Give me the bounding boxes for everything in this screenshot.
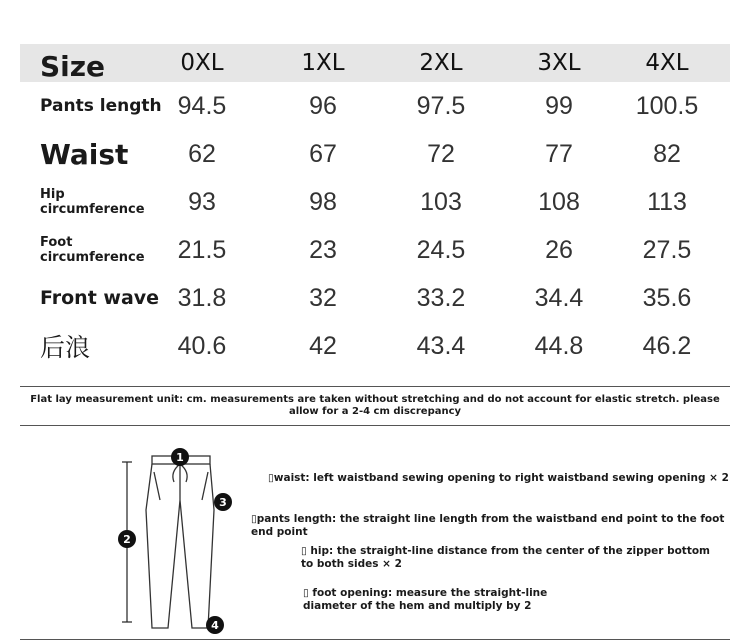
size-header-row <box>20 44 730 82</box>
waist-row <box>20 130 730 178</box>
table-cell: 33.2 <box>416 283 466 312</box>
divider <box>20 639 730 640</box>
table-cell: 96 <box>309 91 337 120</box>
table-cell: 27.5 <box>642 235 692 264</box>
pants-diagram <box>110 440 260 640</box>
table-cell: 72 <box>427 139 455 168</box>
row-label: 后浪 <box>40 333 91 362</box>
table-cell: 77 <box>545 139 573 168</box>
table-cell: 97.5 <box>416 91 466 120</box>
marker-4 <box>206 616 224 634</box>
table-cell: 26 <box>545 235 573 264</box>
size-chart-table <box>20 44 730 370</box>
pants-outline <box>146 456 214 628</box>
size-0xl-header: 0XL <box>180 50 224 76</box>
table-cell: 98 <box>309 187 337 216</box>
marker-3 <box>214 493 232 511</box>
size-4xl-header: 4XL <box>645 50 689 76</box>
marker-2-text: 2 <box>123 533 131 546</box>
foot-row <box>20 226 730 274</box>
marker-3-text: 3 <box>219 496 227 509</box>
table-cell: 32 <box>309 283 337 312</box>
row-label: Pants length <box>40 96 162 116</box>
table-cell: 46.2 <box>642 331 692 360</box>
table-cell: 42 <box>309 331 337 360</box>
table-cell: 62 <box>188 139 216 168</box>
table-cell: 40.6 <box>177 331 227 360</box>
hip-row <box>20 178 730 226</box>
table-cell: 82 <box>653 139 681 168</box>
table-cell: 99 <box>545 91 573 120</box>
size-1xl-header: 1XL <box>301 50 345 76</box>
row-label: Front wave <box>40 287 160 309</box>
marker-1-text: 1 <box>176 451 184 464</box>
row-label: Waist <box>40 137 129 171</box>
table-cell: 24.5 <box>416 235 466 264</box>
measurement-note: Flat lay measurement unit: cm. measurements are taken without stretching and do not account for elastic stretch. please allow for a 2-4 cm discrepancy <box>20 386 730 426</box>
size-header-label: Size <box>40 49 106 83</box>
table-cell: 43.4 <box>416 331 466 360</box>
table-cell: 103 <box>420 187 462 216</box>
table-cell: 35.6 <box>642 283 692 312</box>
row-label: Foot circumference <box>40 235 145 265</box>
table-cell: 94.5 <box>177 91 227 120</box>
foot-opening-description: ▯ foot opening: measure the straight-line diameter of the hem and multiply by 2 <box>303 587 548 612</box>
table-cell: 67 <box>309 139 337 168</box>
table-cell: 93 <box>188 187 216 216</box>
table-cell: 100.5 <box>635 91 699 120</box>
pants-length-row <box>20 82 730 130</box>
table-cell: 21.5 <box>177 235 227 264</box>
table-cell: 31.8 <box>177 283 227 312</box>
table-cell: 108 <box>538 187 580 216</box>
pants-length-description: ▯pants length: the straight line length from the waistband end point to the foot end point <box>251 513 725 538</box>
table-cell: 34.4 <box>534 283 584 312</box>
marker-1 <box>171 448 189 466</box>
size-3xl-header: 3XL <box>537 50 581 76</box>
row-label: Hip circumference <box>40 187 145 217</box>
front-wave-row <box>20 274 730 322</box>
marker-4-text: 4 <box>211 619 219 632</box>
table-cell: 44.8 <box>534 331 584 360</box>
hip-description: ▯ hip: the straight-line distance from the center of the zipper bottom to both sides × 2 <box>301 545 710 570</box>
waist-description: ▯waist: left waistband sewing opening to right waistband sewing opening × 2 <box>268 472 729 484</box>
table-cell: 113 <box>647 187 687 216</box>
size-2xl-header: 2XL <box>419 50 463 76</box>
table-cell: 23 <box>309 235 337 264</box>
marker-2 <box>118 530 136 548</box>
back-wave-row <box>20 322 730 370</box>
